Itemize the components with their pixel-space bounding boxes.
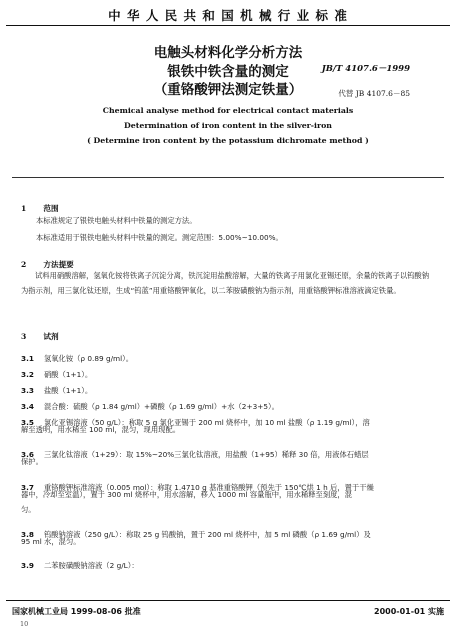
reagent-item-3-9: 3.9 二苯胺磺酸钠溶液（2 g/L）：: [21, 561, 139, 570]
title-zh-line1: 电触头材料化学分析方法: [153, 45, 303, 61]
section-number: 2: [21, 260, 27, 269]
section-1-para-1: 本标准规定了银铁电触头材料中铁量的测定方法。: [36, 216, 197, 225]
section-title: 方法提要: [43, 260, 74, 269]
section-2-body: 试料用硝酸溶解，氢氧化铵将铁离子沉淀分离，铁沉淀用盐酸溶解，大量的铁离子用氯化亚锡还原，余量的铁离子以钨酸钠为指示剂，用三氯化钛还原，生成“钨蓝”用重铬酸钾氧化，以二苯胺磺酸钠为指示剂，用重铬酸钾标准溶液滴定铁量。: [21, 271, 430, 295]
section-1-para-2: 本标准适用于银铁电触头材料中铁量的测定。测定范围：5.00%~10.00%。: [36, 233, 283, 242]
reagent-item-3-5-cont: 解至透明，用水稀至 100 ml，混匀，现用现配。: [21, 425, 181, 434]
section-number: 1: [21, 204, 27, 213]
reagent-item-3-2: 3.2 硝酸（1+1）。: [21, 370, 93, 379]
title-zh-line3: （重铬酸钾法测定铁量）: [153, 82, 303, 98]
section-title: 试剂: [43, 332, 59, 341]
reagent-item-3-7: 3.7 重铬酸钾标准溶液（0.005 mol）：称取 1.4710 g 基准重铬酸钾（预先于 150℃烘 1 h 后，置于干燥: [21, 483, 374, 492]
section-title: 范围: [43, 204, 59, 213]
page-number: 10: [20, 620, 29, 628]
replaces-standard: 代替 JB 4107.6－85: [338, 89, 410, 98]
title-en-line3: ( Determine iron content by the potassium dichromate method ): [87, 136, 369, 145]
standard-number: JB/T 4107.6－1999: [321, 64, 410, 74]
title-en-line2: Determination of iron content in the silver-iron: [124, 121, 332, 130]
reagent-item-3-5: 3.5 氯化亚锡溶液（50 g/L）：称取 5 g 氯化亚锡于 200 ml 烧杯中，加 10 ml 盐酸（ρ 1.19 g/ml），溶: [21, 418, 370, 427]
reagent-item-3-4: 3.4 混合酸：硫酸（ρ 1.84 g/ml）+磷酸（ρ 1.69 g/ml）+水（2+3+5）。: [21, 402, 279, 411]
implementation-date: 2000-01-01 实施: [374, 607, 444, 616]
reagent-item-3-3: 3.3 盐酸（1+1）。: [21, 386, 93, 395]
reagent-item-3-6-cont: 保护。: [21, 457, 43, 466]
reagent-item-3-6: 3.6 三氯化钛溶液（1+29）：取 15%~20%三氯化钛溶液，用盐酸（1+95）稀释 30 倍，用液体石蜡层: [21, 450, 369, 459]
section-3-heading: [21, 324, 59, 343]
reagent-item-3-7-cont2: 匀。: [21, 505, 36, 514]
title-en-line1: Chemical analyse method for electrical contact materials: [102, 106, 354, 115]
standard-category-header: 中 华 人 民 共 和 国 机 械 行 业 标 准: [108, 8, 348, 23]
section-number: 3: [21, 332, 27, 341]
footer-rule: [6, 600, 450, 601]
header-rule: [6, 25, 450, 26]
section-1-heading: [21, 196, 59, 215]
reagent-item-3-7-cont1: 器中，冷却至室温），置于 300 ml 烧杯中，用水溶解，移入 1000 ml 容量瓶中，用水稀释至刻度，混: [21, 490, 353, 499]
title-divider: [12, 177, 444, 178]
title-zh-line2: 银铁中铁含量的测定: [167, 64, 289, 80]
reagent-item-3-8-cont: 95 ml 水，混匀。: [21, 537, 81, 546]
reagent-item-3-1: 3.1 氢氧化铵（ρ 0.89 g/ml）。: [21, 354, 134, 363]
reagent-item-3-8: 3.8 钨酸钠溶液（250 g/L）：称取 25 g 钨酸钠，置于 200 ml 烧杯中，加 5 ml 磷酸（ρ 1.69 g/ml）及: [21, 530, 371, 539]
approval-date: 国家机械工业局 1999-08-06 批准: [12, 607, 141, 616]
